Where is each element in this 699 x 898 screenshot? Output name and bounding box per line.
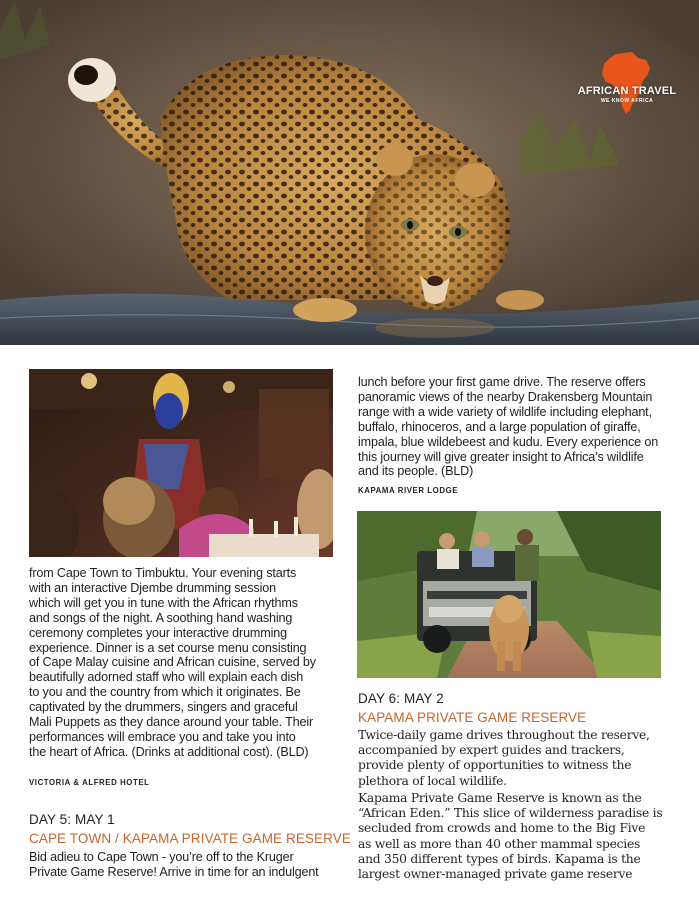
text-line: and its people. (BLD) — [358, 464, 474, 479]
text-line: as well as more than 40 other mammal species — [358, 836, 641, 851]
brand-tagline: WE KNOW AFRICA — [600, 98, 654, 104]
hotel-caption: VICTORIA & ALFRED HOTEL — [29, 778, 150, 787]
text-line: this journey will give greater insight to Africa’s wildlife — [358, 449, 644, 464]
day6-para2 — [358, 791, 678, 882]
left-intro-text — [29, 566, 339, 760]
text-line: experience. Dinner is a set course menu consisting — [29, 640, 307, 655]
day6-heading: DAY 6: MAY 2 — [358, 691, 444, 706]
brand-name: AFRICAN TRAVEL — [577, 85, 677, 97]
text-line: impala, blue wildebeest and kudu. Every experience on — [358, 434, 659, 449]
text-line: Mali Puppets as they dance around your table. Their — [29, 715, 314, 730]
safari-vehicle-lion-photo — [357, 511, 661, 678]
text-line: Bid adieu to Cape Town - you’re off to the Kruger — [29, 850, 294, 864]
brand-logo — [577, 52, 677, 116]
day5-heading: DAY 5: MAY 1 — [29, 812, 115, 827]
text-line: ceremony completes your interactive drumming — [29, 625, 287, 640]
hero-photo — [0, 0, 699, 345]
text-line: Twice-daily game drives throughout the reserve, — [358, 728, 650, 742]
djembe-dinner-photo — [29, 369, 333, 557]
text-line: beautifully adorned staff who will explain each dish — [29, 670, 304, 685]
text-line: with an interactive Djembe drumming session — [29, 580, 276, 595]
text-line: lunch before your first game drive. The reserve offers — [358, 375, 646, 389]
text-line: and songs of the night. A soothing hand washing — [29, 610, 293, 625]
africa-map-icon — [602, 52, 652, 116]
day6-title: KAPAMA PRIVATE GAME RESERVE — [358, 710, 587, 725]
day5-text — [29, 850, 339, 880]
text-line: which will get you in tune with the African rhythms — [29, 595, 298, 610]
dinner-photo — [29, 369, 333, 557]
day5-title: CAPE TOWN / KAPAMA PRIVATE GAME RESERVE — [29, 831, 351, 846]
text-line: buffalo, rhinoceros, and a large population of giraffe, — [358, 419, 641, 434]
text-line: captivated by the drummers, singers and graceful — [29, 700, 298, 715]
text-line: largest owner-managed private game reserve — [358, 867, 633, 882]
right-intro-text — [358, 375, 668, 479]
text-line: Private Game Reserve! Arrive in time for an indulgent — [29, 864, 319, 879]
lodge-caption: KAPAMA RIVER LODGE — [358, 486, 459, 495]
text-line: Kapama Private Game Reserve is known as the — [358, 791, 642, 805]
text-line: the heart of Africa. (Drinks at additional cost). (BLD) — [29, 744, 309, 759]
text-line: of Cape Malay cuisine and African cuisine, served by — [29, 655, 316, 670]
safari-photo — [357, 511, 661, 678]
text-line: “African Eden.” This slice of wilderness paradise is — [358, 806, 663, 821]
text-line: accompanied by expert guides and trackers, — [358, 743, 625, 758]
text-line: provide plenty of opportunities to witness the — [358, 758, 632, 773]
text-line: performances will embrace you and take you into — [29, 729, 296, 744]
text-line: range with a wide variety of wildlife including elephant, — [358, 404, 652, 419]
text-line: panoramic views of the nearby Drakensberg Mountain — [358, 389, 653, 404]
text-line: from Cape Town to Timbuktu. Your evening starts — [29, 566, 297, 580]
text-line: and 350 different types of birds. Kapama is the — [358, 851, 641, 866]
text-line: secluded from crowds and home to the Big Five — [358, 821, 646, 836]
text-line: to you and the country from which it originates. Be — [29, 685, 301, 700]
day6-para1 — [358, 728, 678, 789]
text-line: plethora of local wildlife. — [358, 773, 507, 788]
